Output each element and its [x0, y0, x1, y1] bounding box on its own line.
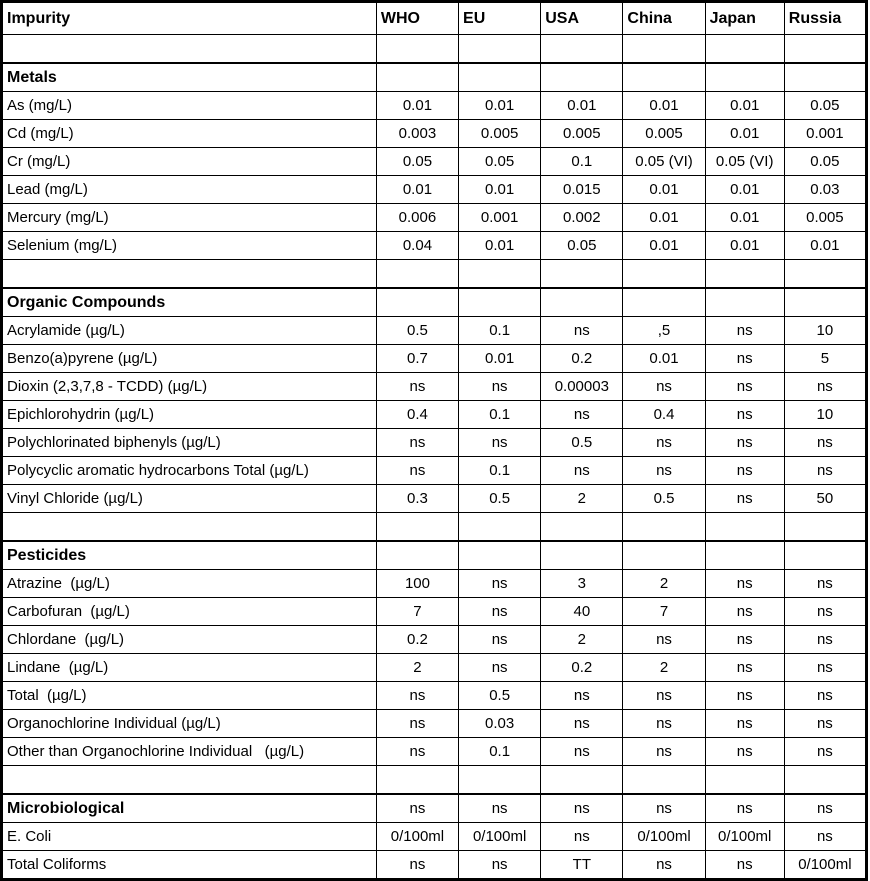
value-cell: ns — [541, 738, 623, 766]
value-cell: 7 — [623, 598, 705, 626]
table-row — [2, 204, 867, 232]
value-cell: TT — [541, 851, 623, 880]
value-cell: 40 — [541, 598, 623, 626]
table-row — [2, 401, 867, 429]
value-cell: 0.01 — [376, 176, 458, 204]
value-cell: ns — [784, 429, 866, 457]
value-cell: ns — [784, 823, 866, 851]
value-cell: ns — [541, 794, 623, 823]
value-cell — [541, 288, 623, 317]
value-cell: 0.01 — [705, 176, 784, 204]
value-cell: 0.5 — [459, 485, 541, 513]
value-cell — [784, 541, 866, 570]
spacer-row — [2, 260, 867, 289]
impurity-label: Dioxin (2,3,7,8 - TCDD) (µg/L) — [2, 373, 377, 401]
impurity-label: Polycyclic aromatic hydrocarbons Total (µg/L) — [2, 457, 377, 485]
value-cell: ns — [459, 570, 541, 598]
value-cell: 10 — [784, 401, 866, 429]
value-cell: 0.5 — [623, 485, 705, 513]
value-cell: 5 — [784, 345, 866, 373]
value-cell — [376, 288, 458, 317]
value-cell — [376, 541, 458, 570]
value-cell — [541, 35, 623, 64]
table-row — [2, 373, 867, 401]
value-cell: ns — [376, 373, 458, 401]
value-cell — [459, 63, 541, 92]
value-cell: 0.01 — [623, 176, 705, 204]
value-cell: 50 — [784, 485, 866, 513]
value-cell: 0.04 — [376, 232, 458, 260]
value-cell: ns — [705, 654, 784, 682]
table-header — [2, 2, 867, 35]
value-cell: 0.03 — [784, 176, 866, 204]
value-cell: 0.001 — [459, 204, 541, 232]
table-row — [2, 457, 867, 485]
header-eu: EU — [459, 2, 541, 35]
impurity-label: Cr (mg/L) — [2, 148, 377, 176]
value-cell — [784, 766, 866, 795]
value-cell: ns — [784, 373, 866, 401]
value-cell: ns — [623, 738, 705, 766]
value-cell: 0.01 — [541, 92, 623, 120]
value-cell: 0.003 — [376, 120, 458, 148]
value-cell: ns — [459, 429, 541, 457]
value-cell: 2 — [541, 485, 623, 513]
impurity-label — [2, 35, 377, 64]
table-row — [2, 120, 867, 148]
value-cell — [784, 513, 866, 542]
value-cell: 0.01 — [459, 176, 541, 204]
value-cell: ,5 — [623, 317, 705, 345]
value-cell: 0.01 — [623, 92, 705, 120]
value-cell: 0/100ml — [623, 823, 705, 851]
value-cell: ns — [376, 429, 458, 457]
value-cell: ns — [705, 457, 784, 485]
value-cell: 0.01 — [705, 120, 784, 148]
table-body — [2, 35, 867, 880]
value-cell: 0.005 — [784, 204, 866, 232]
value-cell: 2 — [623, 570, 705, 598]
value-cell — [623, 35, 705, 64]
value-cell: ns — [459, 598, 541, 626]
value-cell: ns — [705, 373, 784, 401]
value-cell — [376, 35, 458, 64]
table-row — [2, 485, 867, 513]
value-cell: 2 — [541, 626, 623, 654]
value-cell: 0.005 — [459, 120, 541, 148]
table-row — [2, 598, 867, 626]
impurity-label: Mercury (mg/L) — [2, 204, 377, 232]
value-cell: 0/100ml — [459, 823, 541, 851]
section-label: Microbiological — [2, 794, 377, 823]
value-cell — [623, 541, 705, 570]
header-russia: Russia — [784, 2, 866, 35]
table-row — [2, 429, 867, 457]
value-cell: 0.002 — [541, 204, 623, 232]
impurity-label: E. Coli — [2, 823, 377, 851]
impurity-label: Benzo(a)pyrene (µg/L) — [2, 345, 377, 373]
value-cell: ns — [705, 401, 784, 429]
section-row — [2, 63, 867, 92]
value-cell: ns — [705, 682, 784, 710]
value-cell: 0.01 — [705, 204, 784, 232]
value-cell: ns — [541, 401, 623, 429]
impurity-label: Atrazine (µg/L) — [2, 570, 377, 598]
section-row — [2, 541, 867, 570]
value-cell: ns — [705, 626, 784, 654]
value-cell: ns — [623, 794, 705, 823]
impurity-label — [2, 766, 377, 795]
value-cell: 0.2 — [376, 626, 458, 654]
table-row — [2, 148, 867, 176]
value-cell: ns — [459, 851, 541, 880]
value-cell: ns — [459, 794, 541, 823]
header-japan: Japan — [705, 2, 784, 35]
value-cell: 0.01 — [376, 92, 458, 120]
value-cell — [705, 766, 784, 795]
value-cell: 0.01 — [705, 232, 784, 260]
value-cell — [705, 63, 784, 92]
value-cell: 2 — [623, 654, 705, 682]
value-cell: ns — [705, 485, 784, 513]
value-cell: 0.01 — [459, 232, 541, 260]
value-cell: ns — [784, 654, 866, 682]
value-cell: 0.1 — [459, 457, 541, 485]
value-cell: 0.01 — [623, 204, 705, 232]
impurity-label: Chlordane (µg/L) — [2, 626, 377, 654]
value-cell: 0.01 — [459, 345, 541, 373]
value-cell: ns — [705, 317, 784, 345]
impurity-label: Epichlorohydrin (µg/L) — [2, 401, 377, 429]
value-cell: 0.015 — [541, 176, 623, 204]
value-cell: ns — [623, 373, 705, 401]
value-cell: ns — [376, 794, 458, 823]
value-cell: 0.2 — [541, 345, 623, 373]
value-cell: 0.01 — [623, 345, 705, 373]
impurity-label: Lindane (µg/L) — [2, 654, 377, 682]
value-cell — [705, 513, 784, 542]
header-china: China — [623, 2, 705, 35]
value-cell: 0/100ml — [784, 851, 866, 880]
impurity-label: Selenium (mg/L) — [2, 232, 377, 260]
value-cell: 0.1 — [459, 317, 541, 345]
value-cell: ns — [705, 598, 784, 626]
value-cell: ns — [376, 851, 458, 880]
value-cell: ns — [784, 710, 866, 738]
value-cell: ns — [459, 626, 541, 654]
value-cell: 0.1 — [459, 401, 541, 429]
value-cell: 0.4 — [623, 401, 705, 429]
value-cell — [541, 766, 623, 795]
value-cell: ns — [623, 682, 705, 710]
spacer-row — [2, 766, 867, 795]
table-row — [2, 570, 867, 598]
value-cell — [541, 63, 623, 92]
value-cell — [459, 513, 541, 542]
impurity-label: As (mg/L) — [2, 92, 377, 120]
value-cell: ns — [376, 710, 458, 738]
value-cell — [623, 260, 705, 289]
value-cell — [623, 766, 705, 795]
value-cell — [541, 260, 623, 289]
value-cell: 0.05 — [784, 148, 866, 176]
value-cell: 0.05 — [541, 232, 623, 260]
impurity-label: Carbofuran (µg/L) — [2, 598, 377, 626]
value-cell — [784, 288, 866, 317]
value-cell: ns — [784, 570, 866, 598]
value-cell — [705, 541, 784, 570]
value-cell: 0.1 — [459, 738, 541, 766]
value-cell: ns — [784, 457, 866, 485]
header-usa: USA — [541, 2, 623, 35]
value-cell: 0.1 — [541, 148, 623, 176]
value-cell: 0.05 (VI) — [623, 148, 705, 176]
table-row — [2, 823, 867, 851]
table-row — [2, 682, 867, 710]
value-cell — [459, 541, 541, 570]
table-row — [2, 232, 867, 260]
value-cell — [784, 63, 866, 92]
value-cell — [705, 35, 784, 64]
section-label: Organic Compounds — [2, 288, 377, 317]
value-cell: 0.4 — [376, 401, 458, 429]
value-cell: ns — [705, 345, 784, 373]
value-cell: 0.5 — [376, 317, 458, 345]
table-row — [2, 626, 867, 654]
value-cell — [459, 288, 541, 317]
value-cell: ns — [705, 570, 784, 598]
value-cell: 0.03 — [459, 710, 541, 738]
value-cell — [459, 260, 541, 289]
value-cell — [705, 288, 784, 317]
value-cell: ns — [623, 457, 705, 485]
header-impurity: Impurity — [2, 2, 377, 35]
value-cell: 10 — [784, 317, 866, 345]
value-cell: 100 — [376, 570, 458, 598]
table-row — [2, 654, 867, 682]
value-cell — [376, 513, 458, 542]
value-cell: 0.01 — [705, 92, 784, 120]
value-cell: ns — [376, 457, 458, 485]
value-cell — [784, 260, 866, 289]
table-row — [2, 710, 867, 738]
table-row — [2, 345, 867, 373]
table-row — [2, 317, 867, 345]
spacer-row — [2, 513, 867, 542]
value-cell: 0.3 — [376, 485, 458, 513]
value-cell: ns — [541, 710, 623, 738]
value-cell: 0.05 — [459, 148, 541, 176]
table-row — [2, 176, 867, 204]
value-cell — [459, 766, 541, 795]
value-cell: ns — [705, 794, 784, 823]
impurity-label: Polychlorinated biphenyls (µg/L) — [2, 429, 377, 457]
value-cell: 0.001 — [784, 120, 866, 148]
value-cell — [459, 35, 541, 64]
value-cell: 0.05 — [784, 92, 866, 120]
impurity-label: Lead (mg/L) — [2, 176, 377, 204]
value-cell: 0.05 — [376, 148, 458, 176]
section-row — [2, 794, 867, 823]
value-cell: ns — [784, 626, 866, 654]
section-row — [2, 288, 867, 317]
impurity-label: Total (µg/L) — [2, 682, 377, 710]
value-cell: 0/100ml — [705, 823, 784, 851]
value-cell: ns — [376, 682, 458, 710]
value-cell — [376, 63, 458, 92]
table-row — [2, 92, 867, 120]
value-cell: 0.7 — [376, 345, 458, 373]
value-cell: 0.00003 — [541, 373, 623, 401]
impurity-label: Total Coliforms — [2, 851, 377, 880]
header-who: WHO — [376, 2, 458, 35]
value-cell: ns — [623, 710, 705, 738]
value-cell: 0.005 — [623, 120, 705, 148]
impurity-label — [2, 260, 377, 289]
value-cell — [541, 541, 623, 570]
impurity-label — [2, 513, 377, 542]
value-cell: ns — [784, 598, 866, 626]
value-cell: 0.005 — [541, 120, 623, 148]
value-cell — [705, 260, 784, 289]
impurity-label: Other than Organochlorine Individual (µg/L) — [2, 738, 377, 766]
header-row — [2, 2, 867, 35]
value-cell: 0.5 — [541, 429, 623, 457]
value-cell: ns — [541, 823, 623, 851]
value-cell: ns — [623, 429, 705, 457]
value-cell — [623, 288, 705, 317]
value-cell: 0.05 (VI) — [705, 148, 784, 176]
value-cell: ns — [784, 794, 866, 823]
value-cell: ns — [705, 738, 784, 766]
value-cell: ns — [784, 682, 866, 710]
value-cell: ns — [459, 654, 541, 682]
impurity-label: Vinyl Chloride (µg/L) — [2, 485, 377, 513]
value-cell: 0.5 — [459, 682, 541, 710]
value-cell: 3 — [541, 570, 623, 598]
impurity-label: Organochlorine Individual (µg/L) — [2, 710, 377, 738]
value-cell: 0.01 — [784, 232, 866, 260]
value-cell: ns — [541, 457, 623, 485]
value-cell: ns — [376, 738, 458, 766]
section-label: Metals — [2, 63, 377, 92]
table-row — [2, 851, 867, 880]
value-cell: ns — [705, 710, 784, 738]
value-cell — [623, 513, 705, 542]
value-cell: 0.2 — [541, 654, 623, 682]
value-cell: ns — [459, 373, 541, 401]
impurity-label: Cd (mg/L) — [2, 120, 377, 148]
value-cell: ns — [623, 626, 705, 654]
table-row — [2, 738, 867, 766]
value-cell: ns — [784, 738, 866, 766]
value-cell — [784, 35, 866, 64]
section-label: Pesticides — [2, 541, 377, 570]
value-cell: 2 — [376, 654, 458, 682]
impurity-label: Acrylamide (µg/L) — [2, 317, 377, 345]
value-cell — [623, 63, 705, 92]
value-cell — [376, 766, 458, 795]
value-cell: 0.006 — [376, 204, 458, 232]
spacer-row — [2, 35, 867, 64]
value-cell: ns — [705, 851, 784, 880]
value-cell: 0.01 — [623, 232, 705, 260]
value-cell: 0/100ml — [376, 823, 458, 851]
value-cell: ns — [623, 851, 705, 880]
value-cell: ns — [705, 429, 784, 457]
value-cell — [541, 513, 623, 542]
value-cell: 0.01 — [459, 92, 541, 120]
value-cell: 7 — [376, 598, 458, 626]
value-cell: ns — [541, 317, 623, 345]
value-cell: ns — [541, 682, 623, 710]
value-cell — [376, 260, 458, 289]
